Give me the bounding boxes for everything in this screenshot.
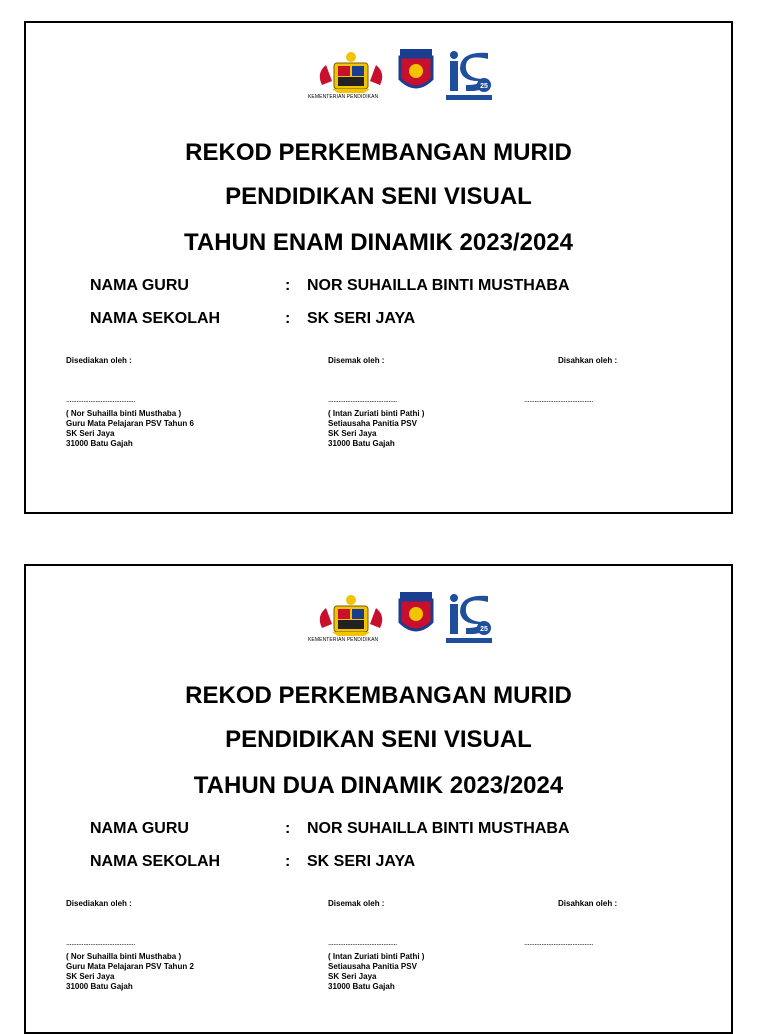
teacher-label: NAMA GURU [90, 277, 189, 294]
checked-by-details [328, 952, 424, 992]
logo-row [26, 590, 731, 648]
title-line-2: PENDIDIKAN SENI VISUAL [225, 183, 532, 210]
approved-signature-line: ........................................ [524, 395, 593, 404]
kpm-caption: KEMENTERIAN PENDIDIKAN [308, 637, 379, 643]
record-cover-card-year-2 [24, 564, 733, 1034]
checked-role: Setiausaha Panitia PSV [328, 962, 417, 971]
school-badge-logo [398, 592, 434, 640]
title-line-3: TAHUN ENAM DINAMIK 2023/2024 [184, 229, 573, 256]
prepared-address: 31000 Batu Gajah [66, 439, 133, 448]
logo-row [26, 47, 731, 105]
isc-25-logo [444, 49, 494, 101]
school-colon: : [285, 853, 291, 870]
title-line-3: TAHUN DUA DINAMIK 2023/2024 [193, 772, 564, 799]
prepared-school: SK Seri Jaya [66, 972, 115, 981]
prepared-name: ( Nor Suhailla binti Musthaba ) [66, 952, 182, 961]
kpm-caption: KEMENTERIAN PENDIDIKAN [308, 94, 379, 100]
checked-address: 31000 Batu Gajah [328, 982, 395, 991]
approved-by-label: Disahkan oleh : [558, 356, 618, 365]
record-cover-card-year-6 [24, 21, 733, 514]
school-label: NAMA SEKOLAH [90, 853, 221, 870]
title-line-1: REKOD PERKEMBANGAN MURID [185, 139, 572, 166]
checked-school: SK Seri Jaya [328, 972, 377, 981]
prepared-name: ( Nor Suhailla binti Musthaba ) [66, 409, 182, 418]
teacher-label: NAMA GURU [90, 820, 189, 837]
school-label: NAMA SEKOLAH [90, 310, 221, 327]
title-line-2: PENDIDIKAN SENI VISUAL [225, 726, 532, 753]
checked-signature-line: ........................................ [328, 938, 397, 947]
prepared-role: Guru Mata Pelajaran PSV Tahun 6 [66, 419, 194, 428]
prepared-role: Guru Mata Pelajaran PSV Tahun 2 [66, 962, 194, 971]
isc-25-logo [444, 592, 494, 644]
prepared-by-label: Disediakan oleh : [66, 899, 132, 908]
prepared-signature-line: ........................................ [66, 938, 135, 947]
checked-name: ( Intan Zuriati binti Pathi ) [328, 952, 425, 961]
teacher-colon: : [285, 820, 291, 837]
svg-text:25: 25 [480, 83, 488, 90]
school-badge-logo [398, 49, 434, 97]
prepared-school: SK Seri Jaya [66, 429, 115, 438]
checked-by-label: Disemak oleh : [328, 899, 385, 908]
checked-role: Setiausaha Panitia PSV [328, 419, 417, 428]
teacher-value: NOR SUHAILLA BINTI MUSTHABA [307, 277, 570, 294]
prepared-address: 31000 Batu Gajah [66, 982, 133, 991]
teacher-colon: : [285, 277, 291, 294]
prepared-signature-line: ........................................ [66, 395, 135, 404]
checked-school: SK Seri Jaya [328, 429, 377, 438]
school-colon: : [285, 310, 291, 327]
prepared-by-details [66, 952, 194, 992]
checked-address: 31000 Batu Gajah [328, 439, 395, 448]
checked-by-details [328, 409, 424, 449]
approved-by-label: Disahkan oleh : [558, 899, 618, 908]
prepared-by-label: Disediakan oleh : [66, 356, 132, 365]
approved-signature-line: ........................................ [524, 938, 593, 947]
checked-by-label: Disemak oleh : [328, 356, 385, 365]
prepared-by-details [66, 409, 194, 449]
title-line-1: REKOD PERKEMBANGAN MURID [185, 682, 572, 709]
school-value: SK SERI JAYA [307, 853, 416, 870]
school-value: SK SERI JAYA [307, 310, 416, 327]
checked-name: ( Intan Zuriati binti Pathi ) [328, 409, 425, 418]
svg-text:25: 25 [480, 626, 488, 633]
checked-signature-line: ........................................ [328, 395, 397, 404]
teacher-value: NOR SUHAILLA BINTI MUSTHABA [307, 820, 570, 837]
